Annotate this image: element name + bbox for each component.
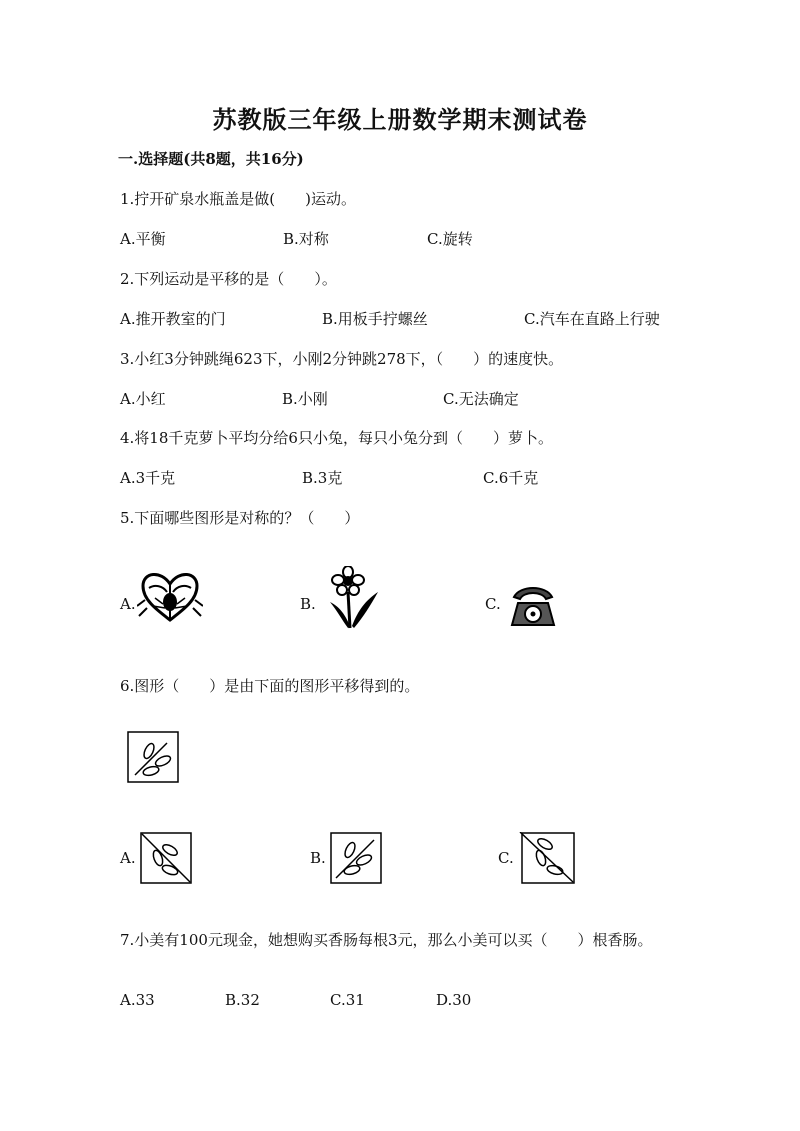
q2-option-a[interactable]: A.推开教室的门 [120, 310, 226, 328]
page-title: 苏教版三年级上册数学期末测试卷 [212, 105, 588, 134]
q7-option-a[interactable]: A.33 [120, 991, 155, 1009]
q2-option-c[interactable]: C.汽车在直路上行驶 [524, 310, 660, 328]
question-6: 6.图形（ ）是由下面的图形平移得到的。 [120, 677, 420, 695]
q3-option-c[interactable]: C.无法确定 [443, 390, 519, 408]
insect-icon [137, 570, 203, 624]
section-heading: 一.选择题(共8题，共16分) [118, 150, 304, 168]
q1-option-c[interactable]: C.旋转 [427, 230, 473, 248]
question-4: 4.将18千克萝卜平均分给6只小兔，每只小兔分到（ ）萝卜。 [120, 429, 553, 447]
q3-option-a[interactable]: A.小红 [120, 390, 166, 408]
telephone-icon [508, 583, 558, 629]
q2-option-b[interactable]: B.用板手拧螺丝 [322, 310, 428, 328]
q5-option-a[interactable]: A. [120, 595, 136, 613]
leaf-square-original [127, 731, 179, 783]
q5-option-c[interactable]: C. [485, 595, 501, 613]
q7-option-d[interactable]: D.30 [436, 991, 472, 1009]
flower-icon [324, 566, 380, 630]
q4-option-c[interactable]: C.6千克 [483, 469, 539, 487]
question-1: 1.拧开矿泉水瓶盖是做( )运动。 [120, 190, 357, 208]
question-3: 3.小红3分钟跳绳623下，小刚2分钟跳278下，（ ）的速度快。 [120, 350, 564, 368]
q3-option-b[interactable]: B.小刚 [282, 390, 328, 408]
q5-option-b[interactable]: B. [300, 595, 316, 613]
q7-option-b[interactable]: B.32 [225, 991, 260, 1009]
question-7: 7.小美有100元现金，她想购买香肠每根3元，那么小美可以买（ ）根香肠。 [120, 931, 653, 949]
q1-option-b[interactable]: B.对称 [283, 230, 329, 248]
leaf-square-b [330, 832, 382, 884]
question-2: 2.下列运动是平移的是（ ）。 [120, 270, 337, 288]
q6-option-a[interactable]: A. [120, 849, 136, 867]
question-5: 5.下面哪些图形是对称的？（ ） [120, 509, 360, 527]
leaf-square-c [519, 832, 575, 884]
leaf-square-a [140, 832, 192, 884]
q6-option-b[interactable]: B. [310, 849, 326, 867]
q4-option-a[interactable]: A.3千克 [120, 469, 176, 487]
q6-option-c[interactable]: C. [498, 849, 514, 867]
q4-option-b[interactable]: B.3克 [302, 469, 343, 487]
q7-option-c[interactable]: C.31 [330, 991, 365, 1009]
q1-option-a[interactable]: A.平衡 [120, 230, 166, 248]
